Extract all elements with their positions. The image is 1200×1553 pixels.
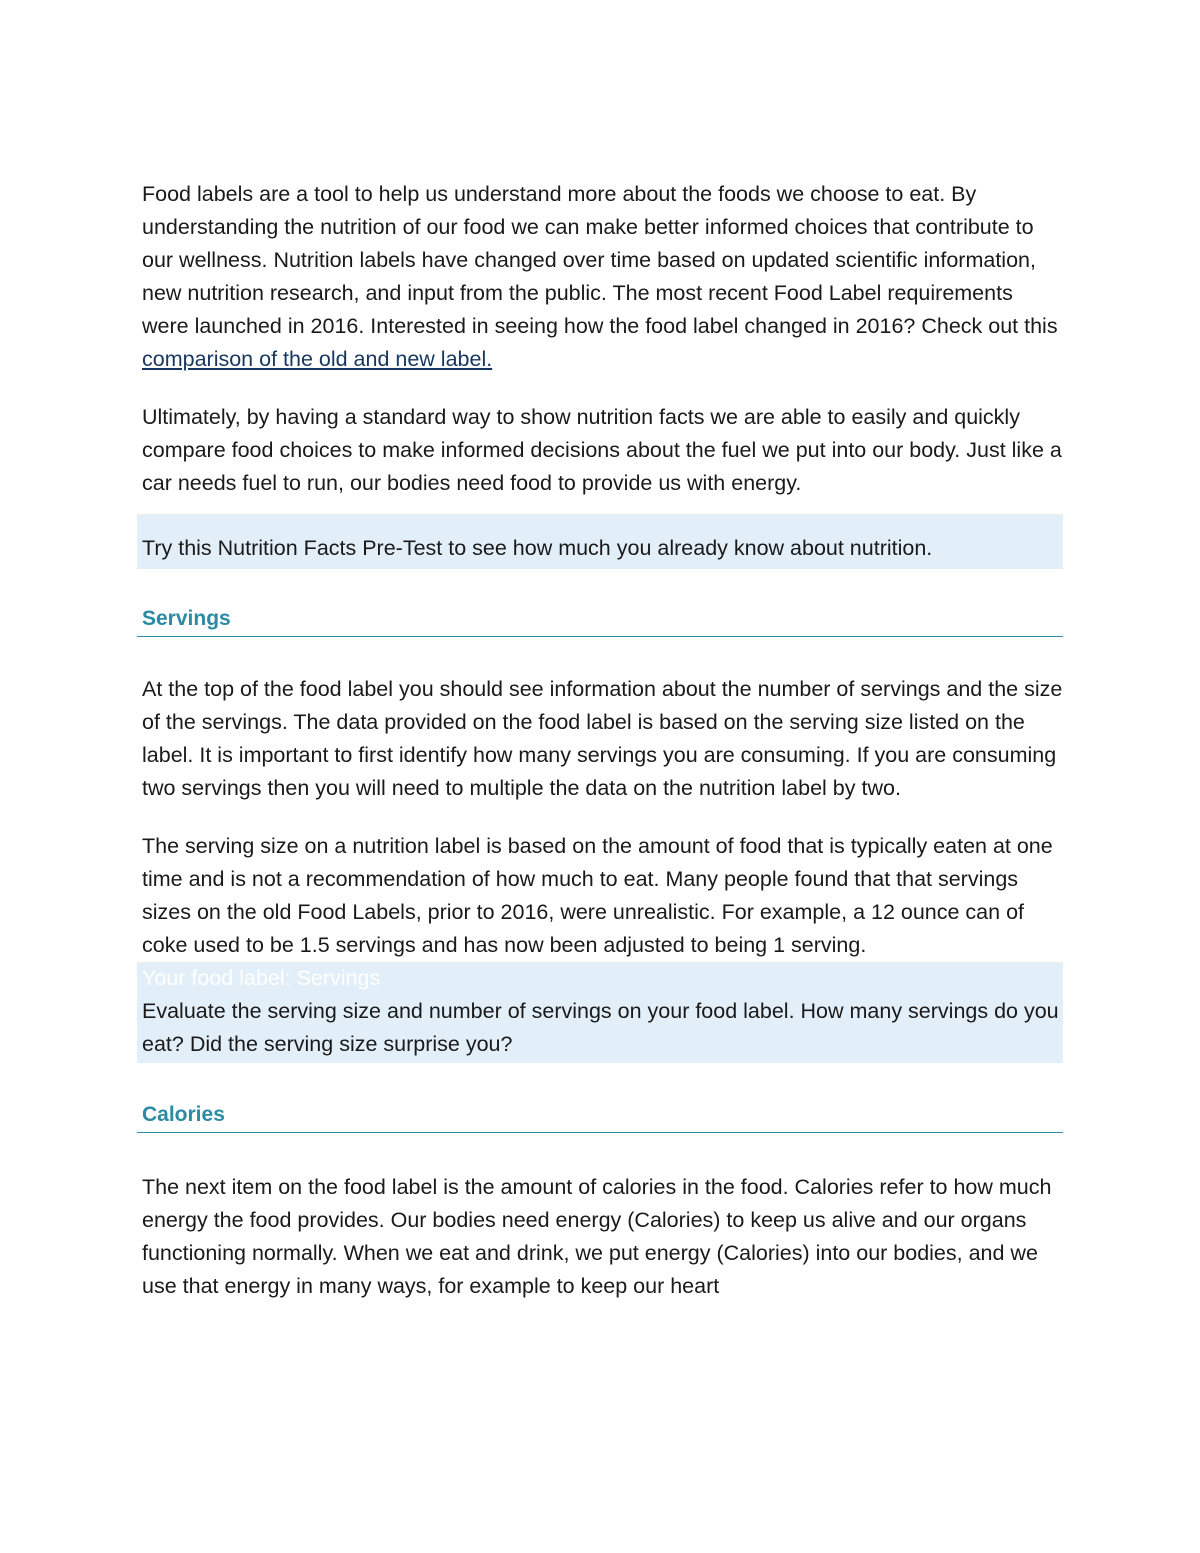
calories-heading: Calories (137, 1100, 1063, 1133)
servings-paragraph-1: At the top of the food label you should see information about the number of servings and the size of the servings. The data provided on the food label is based on the serving size listed on the label. It is important to first identify how many servings you are consuming. If you are consuming two servings then you will need to multiple the data on the nutrition label by two. (142, 677, 1063, 800)
intro-paragraph-1-text: Food labels are a tool to help us understand more about the foods we choose to eat. By understanding the nutrition of our food we can make better informed choices that contribute to our wellness. Nutrition labels have changed over time based on updated scientific information, new nutrition research, and input from the public. The most recent Food Label requirements were launched in 2016. Interested in seeing how the food label changed in 2016? Check out this (142, 182, 1058, 338)
document-body (137, 178, 1063, 1303)
intro-paragraph-1 (137, 178, 1063, 376)
spacer (137, 569, 1063, 604)
intro-paragraph-2: Ultimately, by having a standard way to show nutrition facts we are able to easily and quickly compare food choices to make informed decisions about the fuel we put into our body. Just like a car needs fuel to run, our bodies need food to provide us with energy. (142, 405, 1062, 495)
pretest-callout (137, 514, 1063, 569)
servings-heading: Servings (137, 604, 1063, 637)
spacer (137, 500, 1063, 514)
pretest-callout-text: Try this Nutrition Facts Pre-Test to see how much you already know about nutrition. (142, 536, 933, 560)
comparison-link[interactable]: comparison of the old and new label. (142, 347, 493, 371)
servings-callout (137, 962, 1063, 1063)
servings-paragraph-2: The serving size on a nutrition label is based on the amount of food that is typically eaten at one time and is not a recommendation of how much to eat. Many people found that that servings sizes on the old Food Labels, prior to 2016, were unrealistic. For example, a 12 ounce can of coke used to be 1.5 servings and has now been adjusted to being 1 serving. (142, 834, 1053, 957)
servings-callout-text: Evaluate the serving size and number of servings on your food label. How many servings do you eat? Did the serving size surprise you? (142, 999, 1059, 1056)
spacer (137, 637, 1063, 673)
servings-callout-title: Your food label: Servings (142, 966, 381, 990)
spacer (137, 805, 1063, 830)
spacer (137, 376, 1063, 401)
spacer (137, 1133, 1063, 1171)
spacer (137, 1063, 1063, 1100)
calories-paragraph-1: The next item on the food label is the amount of calories in the food. Calories refer to how much energy the food provides. Our bodies need energy (Calories) to keep us alive and our organs functioning normally. When we eat and drink, we put energy (Calories) into our bodies, and we use that energy in many ways, for example to keep our heart (142, 1175, 1052, 1298)
